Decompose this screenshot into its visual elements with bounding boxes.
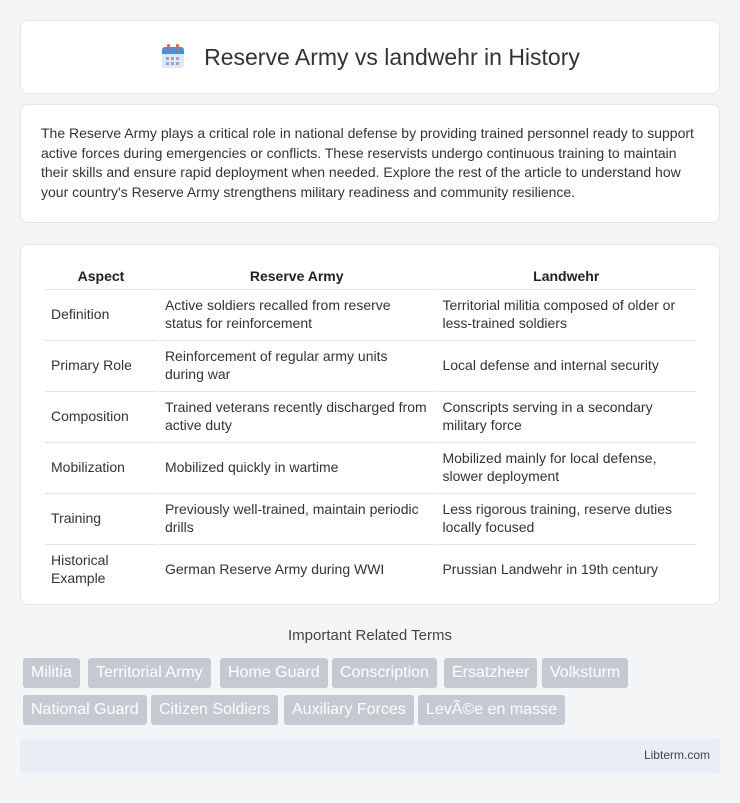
row-landwehr: Mobilized mainly for local defense, slower deployment: [436, 442, 696, 491]
table-row: [45, 340, 696, 389]
row-reserve-army: German Reserve Army during WWI: [159, 544, 435, 593]
row-aspect: Mobilization: [45, 442, 157, 491]
row-aspect: Composition: [45, 391, 157, 440]
comparison-card: [20, 244, 720, 605]
tag-citizen-soldiers[interactable]: Citizen Soldiers: [151, 695, 278, 725]
page-title: Reserve Army vs landwehr in History: [204, 43, 580, 70]
table-row: [45, 391, 696, 440]
tag-auxiliary-forces[interactable]: Auxiliary Forces: [284, 695, 414, 725]
header-aspect: Aspect: [77, 268, 125, 284]
comparison-table: [43, 265, 698, 595]
row-aspect: Historical Example: [45, 544, 157, 593]
row-landwehr: Conscripts serving in a secondary military force: [436, 391, 696, 440]
table-row: [45, 442, 696, 491]
tag-home-guard[interactable]: Home Guard: [220, 658, 328, 688]
tag-territorial-army[interactable]: Territorial Army: [88, 658, 211, 688]
table-row: [45, 544, 696, 593]
row-landwehr: Local defense and internal security: [436, 340, 696, 389]
row-reserve-army: Mobilized quickly in wartime: [159, 442, 435, 491]
tag-conscription[interactable]: Conscription: [332, 658, 437, 688]
tag-national-guard[interactable]: National Guard: [23, 695, 147, 725]
table-row: [45, 289, 696, 338]
title-wrap: [160, 44, 580, 71]
table-row: [45, 493, 696, 542]
row-aspect: Training: [45, 493, 157, 542]
intro-card: [20, 104, 720, 223]
row-landwehr: Territorial militia composed of older or less-trained soldiers: [436, 289, 696, 338]
calendar-icon: [160, 44, 186, 70]
row-aspect: Definition: [45, 289, 157, 338]
header-reserve-army: Reserve Army: [249, 268, 344, 284]
row-reserve-army: Reinforcement of regular army units during war: [159, 340, 435, 389]
tag-volksturm[interactable]: Volksturm: [542, 658, 628, 688]
tag-levee-en-masse[interactable]: LevÃ©e en masse: [418, 695, 565, 725]
header-landwehr: Landwehr: [533, 268, 600, 284]
row-reserve-army: Previously well-trained, maintain periodic drills: [159, 493, 435, 542]
header-card: [20, 20, 720, 94]
row-landwehr: Less rigorous training, reserve duties locally focused: [436, 493, 696, 542]
row-aspect: Primary Role: [45, 340, 157, 389]
footer-site-name[interactable]: Libterm.com: [643, 748, 710, 762]
intro-text: The Reserve Army plays a critical role in national defense by providing trained personnel ready to support active forces during emergencies or conflicts. These reservists undergo continuous training to maintain their skills and ensure rapid deployment when needed. Explore the rest of the article to understand how your country's Reserve Army strengthens military readiness and community resilience.: [41, 125, 694, 200]
row-reserve-army: Active soldiers recalled from reserve status for reinforcement: [159, 289, 435, 338]
table-header-row: [45, 267, 696, 287]
footer-bar: [20, 739, 720, 773]
tag-ersatzheer[interactable]: Ersatzheer: [444, 658, 537, 688]
row-landwehr: Prussian Landwehr in 19th century: [436, 544, 696, 593]
tag-militia[interactable]: Militia: [23, 658, 80, 688]
row-reserve-army: Trained veterans recently discharged from active duty: [159, 391, 435, 440]
related-terms-title: Important Related Terms: [288, 627, 452, 644]
